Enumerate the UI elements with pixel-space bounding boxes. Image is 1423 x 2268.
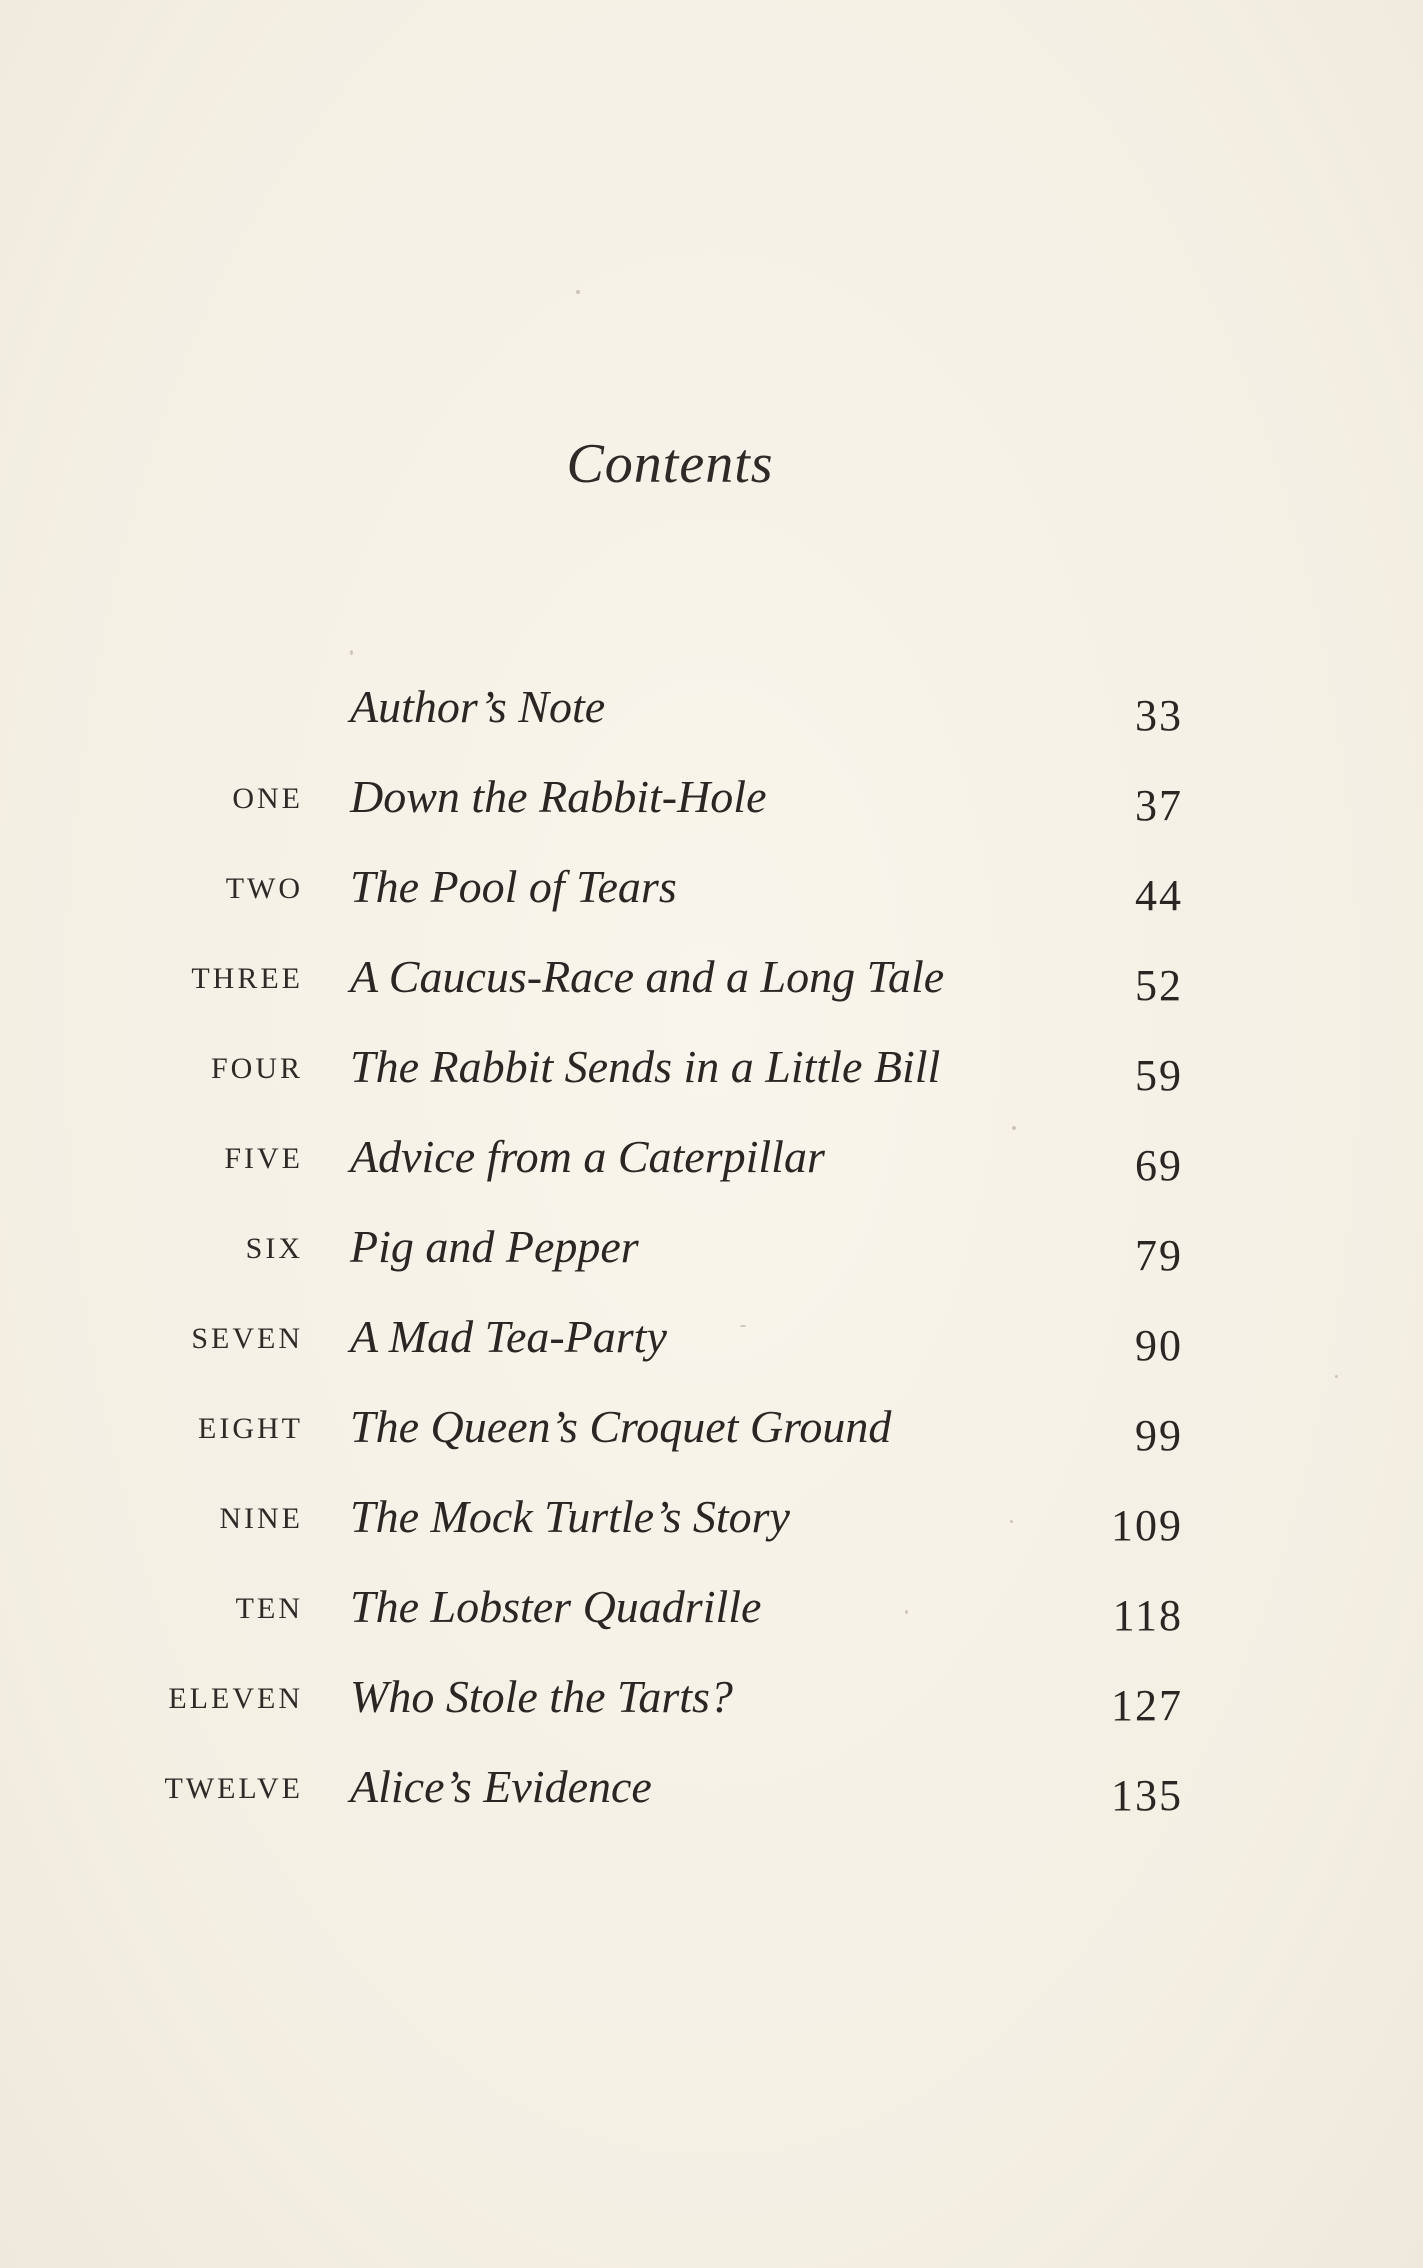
chapter-number: SEVEN bbox=[191, 1322, 303, 1355]
chapter-number: EIGHT bbox=[198, 1412, 303, 1445]
chapter-title: Alice’s Evidence bbox=[350, 1761, 652, 1812]
page-number: 99 bbox=[1135, 1411, 1183, 1460]
chapter-number: THREE bbox=[191, 962, 303, 995]
chapter-title: The Rabbit Sends in a Little Bill bbox=[350, 1041, 941, 1092]
chapter-title: Pig and Pepper bbox=[350, 1221, 639, 1272]
toc-entry-chapter-4[interactable] bbox=[0, 1040, 1423, 1130]
page-number: 109 bbox=[1111, 1501, 1183, 1550]
page-number: 37 bbox=[1135, 781, 1183, 830]
chapter-number: TWELVE bbox=[164, 1772, 303, 1805]
chapter-number: SIX bbox=[245, 1232, 303, 1265]
page-number: 135 bbox=[1111, 1771, 1183, 1820]
page-number: 69 bbox=[1135, 1141, 1183, 1190]
chapter-title: The Queen’s Croquet Ground bbox=[350, 1401, 892, 1452]
chapter-number: TWO bbox=[225, 872, 303, 905]
chapter-title: The Mock Turtle’s Story bbox=[350, 1491, 790, 1542]
chapter-title: Author’s Note bbox=[350, 681, 606, 732]
chapter-title: A Caucus-Race and a Long Tale bbox=[350, 951, 945, 1002]
chapter-number: NINE bbox=[219, 1502, 303, 1535]
toc-entry-chapter-2[interactable] bbox=[0, 860, 1423, 950]
toc-entry-authors-note[interactable] bbox=[0, 680, 1423, 770]
toc-entry-chapter-11[interactable] bbox=[0, 1670, 1423, 1760]
page-number: 33 bbox=[1135, 691, 1183, 740]
page-number: 59 bbox=[1135, 1051, 1183, 1100]
page-number: 118 bbox=[1112, 1591, 1183, 1640]
chapter-number: FOUR bbox=[210, 1052, 303, 1085]
chapter-number: ELEVEN bbox=[168, 1682, 303, 1715]
toc-entry-chapter-9[interactable] bbox=[0, 1490, 1423, 1580]
toc-entry-chapter-6[interactable] bbox=[0, 1220, 1423, 1310]
chapter-title: Advice from a Caterpillar bbox=[350, 1131, 825, 1182]
page-number: 127 bbox=[1111, 1681, 1183, 1730]
chapter-title: The Pool of Tears bbox=[350, 861, 677, 912]
page-number: 44 bbox=[1135, 871, 1183, 920]
paper-speck bbox=[905, 1610, 908, 1614]
page-number: 79 bbox=[1135, 1231, 1183, 1280]
chapter-number: FIVE bbox=[224, 1142, 303, 1175]
paper-speck bbox=[1010, 1520, 1013, 1523]
toc-entry-chapter-10[interactable] bbox=[0, 1580, 1423, 1670]
toc-entry-chapter-3[interactable] bbox=[0, 950, 1423, 1040]
chapter-title: Down the Rabbit-Hole bbox=[350, 771, 767, 822]
chapter-title: The Lobster Quadrille bbox=[350, 1581, 762, 1632]
paper-speck bbox=[350, 650, 353, 655]
toc-entry-chapter-7[interactable] bbox=[0, 1310, 1423, 1400]
page-number: 90 bbox=[1135, 1321, 1183, 1370]
page-number: 52 bbox=[1135, 961, 1183, 1010]
chapter-number: TEN bbox=[235, 1592, 303, 1625]
paper-speck bbox=[740, 1325, 746, 1327]
chapter-title: A Mad Tea-Party bbox=[350, 1311, 667, 1362]
page-title: Contents bbox=[566, 433, 774, 495]
chapter-title: Who Stole the Tarts? bbox=[350, 1671, 733, 1722]
toc-entry-chapter-8[interactable] bbox=[0, 1400, 1423, 1490]
paper-speck bbox=[1012, 1126, 1016, 1130]
paper-speck bbox=[1335, 1375, 1338, 1378]
paper-speck bbox=[576, 290, 580, 294]
toc-entry-chapter-1[interactable] bbox=[0, 770, 1423, 860]
toc-entry-chapter-12[interactable] bbox=[0, 1760, 1423, 1850]
chapter-number: ONE bbox=[232, 782, 303, 815]
toc-entry-chapter-5[interactable] bbox=[0, 1130, 1423, 1220]
